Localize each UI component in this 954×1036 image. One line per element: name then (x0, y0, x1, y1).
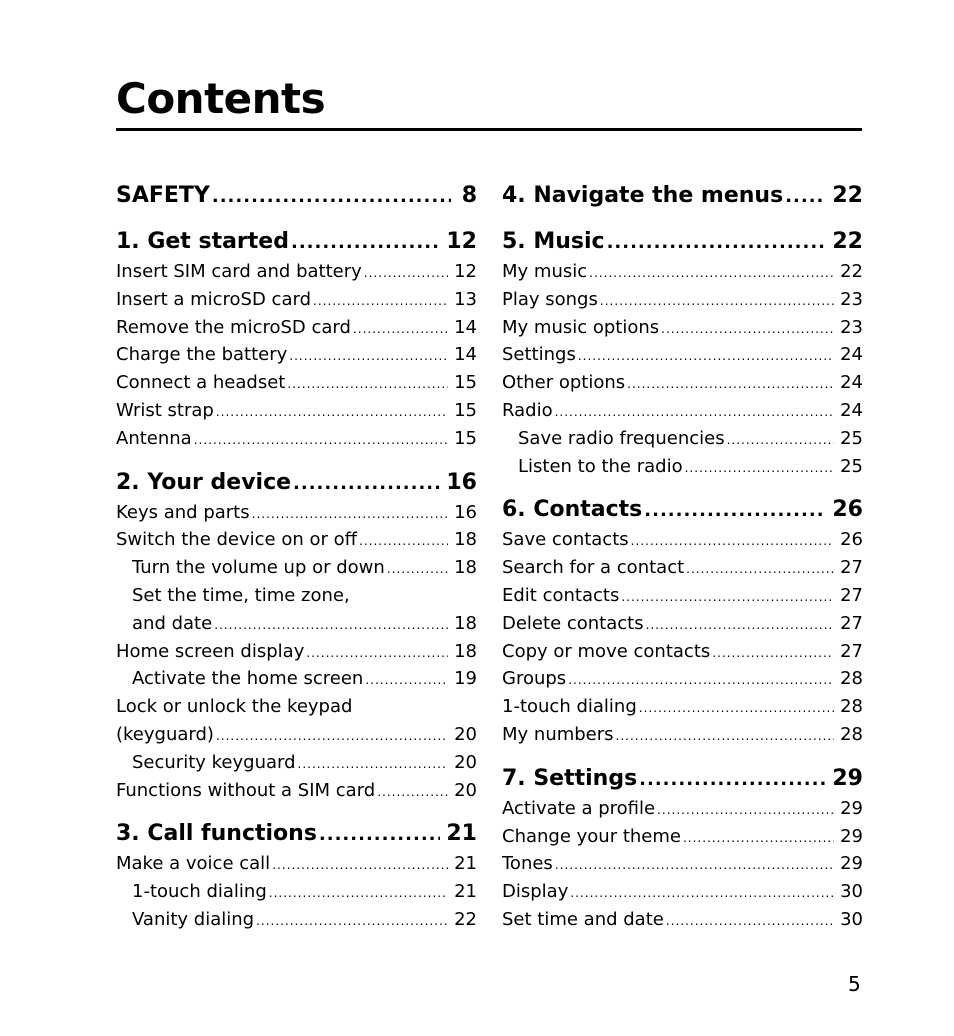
toc-entry-play-songs[interactable] (502, 286, 863, 314)
dot-leader (712, 638, 834, 666)
toc-entry-label: 6. Contacts (502, 497, 643, 523)
toc-entry-label: Make a voice call (116, 853, 271, 875)
toc-entry-label: 7. Settings (502, 765, 638, 791)
toc-entry-label: 4. Navigate the menus (502, 183, 784, 208)
toc-entry-activate-the-home-screen[interactable] (116, 665, 477, 693)
toc-entry-page: 16 (446, 469, 477, 495)
toc-entry-page: 27 (840, 612, 863, 634)
toc-entry-page: 24 (840, 399, 863, 421)
dot-leader (256, 906, 448, 934)
toc-entry-my-music[interactable] (502, 258, 863, 286)
toc-chapter-4-navigate-the-menus[interactable] (502, 180, 863, 212)
toc-entry-label: Change your theme (502, 825, 681, 847)
toc-entry-page: 22 (832, 229, 863, 254)
toc-entry-page: 30 (840, 881, 863, 903)
toc-entry-label: Turn the volume up or down (132, 557, 385, 579)
toc-left-column (116, 180, 477, 934)
dot-leader (364, 258, 448, 286)
toc-entry-other-options[interactable] (502, 369, 863, 397)
toc-entry-label: 5. Music (502, 229, 605, 254)
toc-entry-label: Switch the device on or off (116, 529, 358, 551)
toc-entry-page: 14 (454, 316, 477, 338)
toc-entry-delete-contacts[interactable] (502, 610, 863, 638)
dot-leader (291, 226, 440, 258)
dot-leader (252, 499, 448, 527)
toc-chapter-2-your-device[interactable] (116, 467, 477, 499)
toc-entry-label: 2. Your device (116, 469, 292, 495)
toc-entry-my-music-options[interactable] (502, 314, 863, 342)
toc-entry-page: 30 (840, 908, 863, 930)
dot-leader (216, 721, 448, 749)
toc-entry-copy-or-move-contacts[interactable] (502, 638, 863, 666)
toc-entry-functions-without-a-sim-card[interactable] (116, 777, 477, 805)
toc-entry-settings[interactable] (502, 341, 863, 369)
toc-entry-activate-a-profile[interactable] (502, 795, 863, 823)
toc-entry-label: Charge the battery (116, 344, 288, 366)
dot-leader (359, 526, 448, 554)
toc-entry-keyguard[interactable] (116, 721, 477, 749)
toc-entry-page: 29 (832, 765, 863, 791)
toc-entry-label: Insert a microSD card (116, 288, 311, 310)
toc-entry-label: Wrist strap (116, 399, 214, 421)
toc-entry-label: 1-touch dialing (502, 696, 637, 718)
toc-entry-label: Remove the microSD card (116, 316, 351, 338)
toc-entry-label: Antenna (116, 427, 192, 449)
toc-entry-label: 3. Call functions (116, 821, 317, 847)
toc-entry-page: 8 (461, 183, 477, 208)
dot-leader (289, 341, 448, 369)
toc-entry-page: 12 (446, 229, 477, 254)
toc-entry-label: My music options (502, 316, 660, 338)
toc-entry-and-date[interactable] (116, 610, 477, 638)
toc-entry-page: 21 (454, 881, 477, 903)
toc-entry-label: Save contacts (502, 529, 629, 551)
dot-leader (600, 286, 834, 314)
toc-entry-remove-the-microsd-card[interactable] (116, 314, 477, 342)
dot-leader (570, 878, 834, 906)
toc-entry-insert-sim-card-and-battery[interactable] (116, 258, 477, 286)
toc-entry-label: SAFETY (116, 183, 210, 208)
toc-entry-set-time-and-date[interactable] (502, 906, 863, 934)
toc-entry-set-the-time-time-zone[interactable] (116, 582, 477, 610)
dot-leader (555, 850, 834, 878)
toc-entry-label: Set time and date (502, 908, 664, 930)
toc-entry-change-your-theme[interactable] (502, 823, 863, 851)
toc-entry-label: 1. Get started (116, 229, 289, 254)
toc-entry-label: Search for a contact (502, 557, 685, 579)
dot-leader (306, 638, 448, 666)
toc-entry-page: 22 (840, 261, 863, 282)
dot-leader (212, 180, 451, 212)
toc-entry-label: and date (132, 612, 213, 634)
toc-entry-connect-a-headset[interactable] (116, 369, 477, 397)
title-rule (116, 128, 862, 131)
dot-leader (293, 467, 440, 499)
dot-leader (639, 693, 834, 721)
dot-leader (631, 526, 834, 554)
toc-entry-label: Tones (502, 853, 553, 875)
dot-leader (727, 425, 835, 453)
toc-entry-page: 29 (840, 797, 863, 819)
toc-entry-1-touch-dialing[interactable] (502, 693, 863, 721)
toc-entry-my-numbers[interactable] (502, 721, 863, 749)
toc-entry-page: 14 (454, 344, 477, 366)
dot-leader (657, 795, 834, 823)
toc-entry-label: Connect a headset (116, 372, 286, 394)
dot-leader (365, 665, 448, 693)
dot-leader (683, 823, 834, 851)
dot-leader (377, 777, 448, 805)
dot-leader (621, 582, 834, 610)
dot-leader (639, 763, 826, 795)
toc-entry-page: 28 (840, 723, 863, 745)
toc-entry-page: 20 (454, 723, 477, 745)
dot-leader (616, 721, 835, 749)
dot-leader (627, 369, 834, 397)
toc-entry-label: Other options (502, 372, 626, 394)
toc-entry-groups[interactable] (502, 665, 863, 693)
toc-entry-label: Functions without a SIM card (116, 779, 376, 801)
toc-entry-vanity-dialing[interactable] (116, 906, 477, 934)
toc-entry-page: 26 (840, 529, 863, 551)
toc-entry-tones[interactable] (502, 850, 863, 878)
dot-leader (666, 906, 834, 934)
toc-entry-page: 25 (840, 455, 863, 477)
toc-entry-label: Listen to the radio (518, 455, 683, 477)
toc-entry-page: 18 (454, 612, 477, 634)
toc-entry-security-keyguard[interactable] (116, 749, 477, 777)
toc-entry-switch-the-device-on-or-off[interactable] (116, 526, 477, 554)
toc-entry-page: 22 (454, 908, 477, 930)
toc-chapter-5-music[interactable] (502, 226, 863, 258)
toc-entry-save-contacts[interactable] (502, 526, 863, 554)
toc-right-column (502, 180, 863, 934)
toc-entry-page: 20 (454, 779, 477, 801)
toc-entry-charge-the-battery[interactable] (116, 341, 477, 369)
toc-entry-label: Lock or unlock the keypad (116, 696, 353, 718)
toc-entry-label: Insert SIM card and battery (116, 261, 362, 282)
dot-leader (194, 425, 448, 453)
toc-entry-1-touch-dialing[interactable] (116, 878, 477, 906)
toc-entry-antenna[interactable] (116, 425, 477, 453)
toc-entry-page: 29 (840, 853, 863, 875)
toc-entry-label: Settings (502, 344, 576, 366)
dot-leader (353, 314, 448, 342)
toc-entry-label: Display (502, 881, 569, 903)
dot-leader (607, 226, 827, 258)
page-title: Contents (116, 74, 326, 123)
toc-entry-page: 15 (454, 427, 477, 449)
toc-entry-label: Delete contacts (502, 612, 644, 634)
toc-entry-wrist-strap[interactable] (116, 397, 477, 425)
toc-entry-page: 27 (840, 584, 863, 606)
dot-leader (644, 494, 826, 526)
toc-entry-display[interactable] (502, 878, 863, 906)
toc-entry-label: Play songs (502, 288, 598, 310)
dot-leader (686, 554, 834, 582)
toc-entry-page: 27 (840, 640, 863, 662)
toc-entry-page: 21 (454, 853, 477, 875)
toc-entry-page: 23 (840, 288, 863, 310)
toc-chapter-3-call-functions[interactable] (116, 818, 477, 850)
toc-entry-page: 18 (454, 529, 477, 551)
dot-leader (269, 878, 448, 906)
toc-entry-page: 12 (454, 261, 477, 282)
toc-entry-keys-and-parts[interactable] (116, 499, 477, 527)
toc-entry-page: 16 (454, 501, 477, 523)
toc-entry-lock-or-unlock-the-keypad[interactable] (116, 693, 477, 721)
toc-entry-page: 20 (454, 751, 477, 773)
dot-leader (646, 610, 834, 638)
dot-leader (578, 341, 834, 369)
dot-leader (287, 369, 448, 397)
toc-entry-label: (keyguard) (116, 723, 214, 745)
dot-leader (214, 610, 448, 638)
toc-entry-page: 24 (840, 372, 863, 394)
toc-entry-radio[interactable] (502, 397, 863, 425)
toc-entry-page: 25 (840, 427, 863, 449)
toc-entry-turn-the-volume-up-or-down[interactable] (116, 554, 477, 582)
toc-entry-label: Vanity dialing (132, 908, 255, 930)
toc-entry-label: Home screen display (116, 640, 305, 662)
dot-leader (555, 397, 835, 425)
toc-entry-label: Keys and parts (116, 501, 250, 523)
toc-entry-page: 27 (840, 557, 863, 579)
toc-entry-save-radio-frequencies[interactable] (502, 425, 863, 453)
toc-entry-label: Groups (502, 668, 567, 690)
page-number: 5 (848, 972, 861, 996)
dot-leader (216, 397, 448, 425)
toc-entry-label: 1-touch dialing (132, 881, 267, 903)
toc-entry-label: Activate a profile (502, 797, 656, 819)
toc-entry-page: 15 (454, 399, 477, 421)
toc-entry-page: 18 (454, 557, 477, 579)
toc-entry-label: My music (502, 261, 588, 282)
dot-leader (685, 453, 835, 481)
toc-entry-label: Copy or move contacts (502, 640, 711, 662)
toc-entry-listen-to-the-radio[interactable] (502, 453, 863, 481)
dot-leader (313, 286, 448, 314)
toc-entry-edit-contacts[interactable] (502, 582, 863, 610)
toc-entry-label: My numbers (502, 723, 614, 745)
toc-entry-page: 23 (840, 316, 863, 338)
toc-entry-label: Set the time, time zone, (132, 584, 350, 606)
toc-chapter-7-settings[interactable] (502, 763, 863, 795)
dot-leader (661, 314, 834, 342)
toc-entry-page: 18 (454, 640, 477, 662)
toc-entry-page: 21 (446, 821, 477, 847)
toc-entry-home-screen-display[interactable] (116, 638, 477, 666)
toc-entry-label: Security keyguard (132, 751, 296, 773)
toc-entry-insert-a-microsd-card[interactable] (116, 286, 477, 314)
toc-entry-label: Edit contacts (502, 584, 620, 606)
toc-entry-label: Radio (502, 399, 553, 421)
toc-entry-page: 22 (832, 183, 863, 208)
dot-leader (387, 554, 448, 582)
toc-entry-search-for-a-contact[interactable] (502, 554, 863, 582)
toc-entry-page: 28 (840, 668, 863, 690)
dot-leader (785, 180, 826, 212)
toc-entry-page: 26 (832, 497, 863, 523)
dot-leader (319, 818, 440, 850)
toc-entry-page: 28 (840, 696, 863, 718)
dot-leader (568, 665, 834, 693)
toc-entry-make-a-voice-call[interactable] (116, 850, 477, 878)
dot-leader (298, 749, 449, 777)
toc-chapter-6-contacts[interactable] (502, 494, 863, 526)
toc-entry-label: Save radio frequencies (518, 427, 725, 449)
toc-entry-page: 13 (454, 288, 477, 310)
toc-chapter-1-get-started[interactable] (116, 226, 477, 258)
toc-entry-page: 24 (840, 344, 863, 366)
toc-entry-page: 19 (454, 668, 477, 690)
toc-entry-page: 15 (454, 372, 477, 394)
toc-chapter-safety[interactable] (116, 180, 477, 212)
dot-leader (589, 258, 834, 286)
dot-leader (272, 850, 448, 878)
toc-entry-page: 29 (840, 825, 863, 847)
toc-entry-label: Activate the home screen (132, 668, 364, 690)
